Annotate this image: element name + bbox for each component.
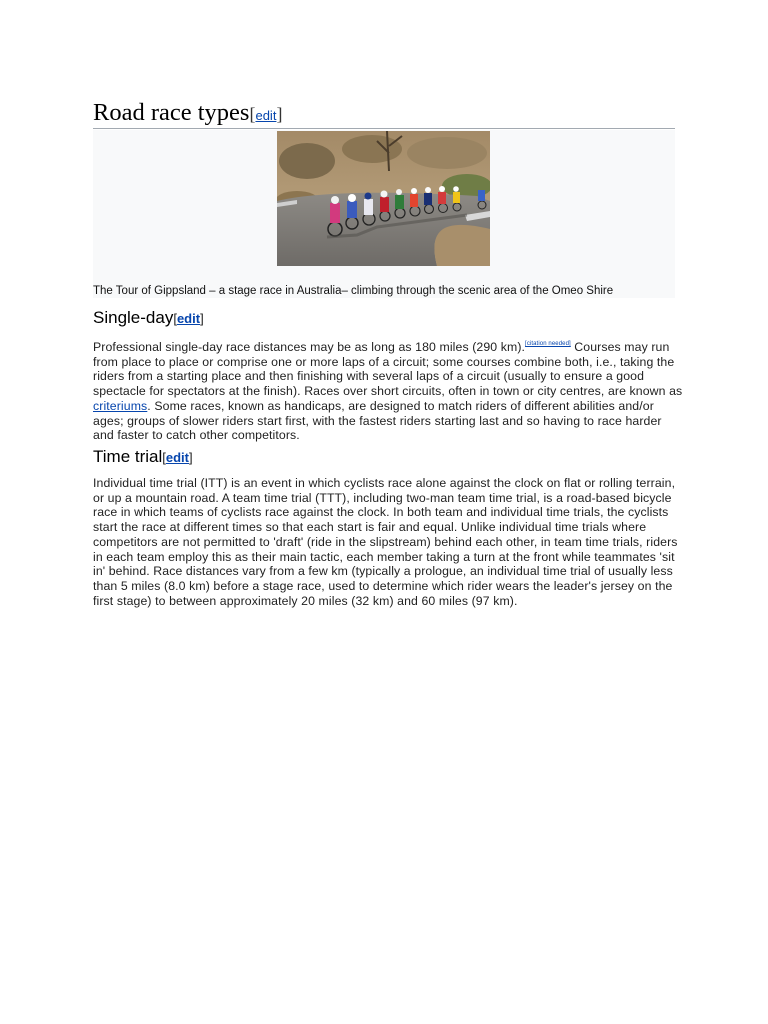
- edit-open-bracket: [: [249, 104, 256, 124]
- citation-needed-link[interactable]: [citation needed]: [525, 341, 571, 347]
- section-title: Time trial: [93, 447, 163, 466]
- section-title: Road race types: [93, 99, 250, 126]
- edit-open-bracket: [: [162, 450, 166, 465]
- thumbnail-figure: [93, 130, 675, 298]
- section-heading-road-race-types: [93, 98, 675, 129]
- section-heading-time-trial: [93, 446, 193, 469]
- paragraph-text: Professional single-day race distances may be as long as 180 miles (290 km).: [93, 340, 526, 354]
- edit-link-road-race-types[interactable]: edit: [255, 108, 277, 123]
- edit-link-time-trial[interactable]: edit: [165, 450, 190, 465]
- figure-caption: The Tour of Gippsland – a stage race in Australia– climbing through the scenic area of the Omeo Shire: [93, 285, 614, 297]
- edit-close-bracket: ]: [200, 311, 204, 326]
- edit-open-bracket: [: [173, 311, 177, 326]
- paragraph-text: . Some races, known as handicaps, are designed to match riders of different abilities and/or ages; groups of slower riders start first, with the fastest riders starting last and so having to race harder and faster to catch other competitors.: [93, 398, 662, 443]
- edit-link-single-day[interactable]: edit: [176, 311, 201, 326]
- cycling-peloton-image[interactable]: [277, 131, 490, 266]
- edit-close-bracket: ]: [189, 450, 193, 465]
- single-day-paragraph: [93, 337, 683, 443]
- paragraph-text: Courses may run from place to place or comprise one or more laps of a circuit; some courses combine both, i.e., taking the riders from a starting place and then finishing with several laps of a circuit (usually to ensure a good spectacle for spectators at the finish). Races over short circuits, often in town or city centres, are known as: [93, 340, 683, 399]
- time-trial-paragraph: Individual time trial (ITT) is an event in which cyclists race alone against the clock on flat or rolling terrain, or up a mountain road. A team time trial (TTT), including two-man team time trial, is a road-based bicycle race in which teams of cyclists race against the clock. In both team and individual time trials, the cyclists start the race at different times so that each start is fair and equal. Unlike individual time trials where competitors are not permitted to 'draft' (ride in the slipstream) behind each other, in team time trials, riders in each team employ this as their main tactic, each member taking a turn at the front while teammates 'sit in' behind. Race distances vary from a few km (typically a prologue, an individual time trial of usually less than 5 miles (8.0 km) before a stage race, used to determine which rider wears the leader's jersey on the first stage) to between approximately 20 miles (32 km) and 60 miles (97 km).: [93, 476, 678, 608]
- criteriums-link[interactable]: criteriums: [93, 398, 148, 413]
- section-heading-single-day: [93, 307, 204, 330]
- section-title: Single-day: [93, 308, 174, 327]
- edit-close-bracket: ]: [276, 104, 283, 124]
